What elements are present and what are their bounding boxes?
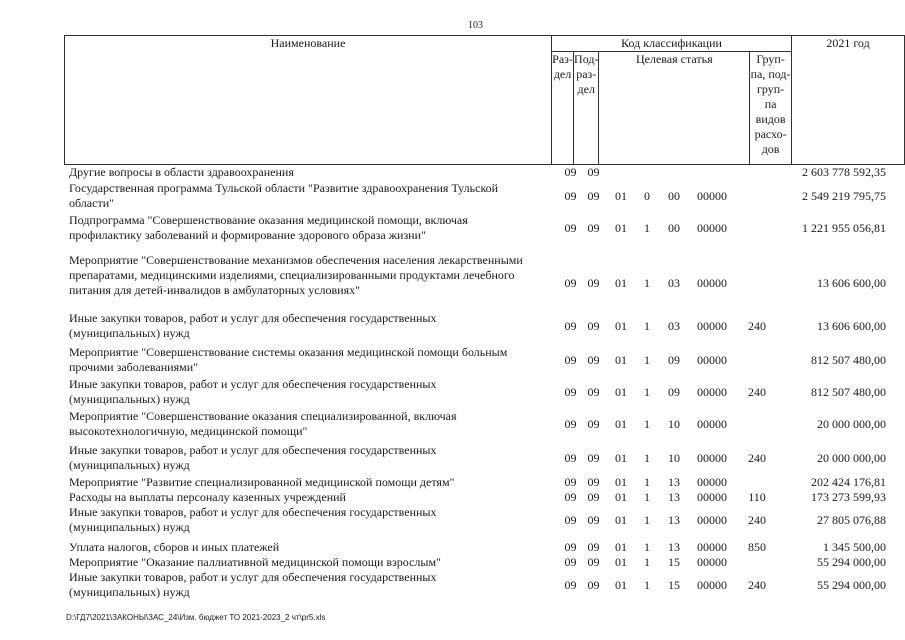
row-razdel: 09	[564, 353, 577, 367]
row-subprogram-code: 1	[644, 276, 650, 290]
row-amount: 20 000 000,00	[817, 417, 886, 431]
header-tselevaya-statya: Целевая статья	[599, 52, 750, 165]
row-event-code: 09	[668, 385, 680, 399]
row-podrazdel: 09	[587, 578, 600, 592]
row-subprogram-code: 1	[644, 555, 650, 569]
row-event-code: 09	[668, 353, 680, 367]
row-name: Мероприятие "Оказание паллиативной медицинской помощи взрослым"	[69, 555, 441, 569]
row-direction-code: 00000	[697, 385, 727, 399]
row-amount: 13 606 600,00	[817, 276, 886, 290]
row-direction-code: 00000	[697, 490, 727, 504]
row-program-code: 01	[615, 513, 627, 527]
row-name: Расходы на выплаты персоналу казенных учреждений	[69, 490, 346, 504]
row-amount: 20 000 000,00	[817, 451, 886, 465]
row-razdel: 09	[564, 165, 577, 179]
row-program-code: 01	[615, 490, 627, 504]
row-subprogram-code: 1	[644, 319, 650, 333]
row-name: Подпрограмма "Совершенствование оказания медицинской помощи, включая профилактику заболеваний и формирование здорового образа жизни"	[69, 213, 468, 242]
page-number: 103	[468, 20, 483, 31]
row-program-code: 01	[615, 221, 627, 235]
row-direction-code: 00000	[697, 555, 727, 569]
row-direction-code: 00000	[697, 513, 727, 527]
header-code-classification: Код классификации	[552, 36, 792, 52]
row-direction-code: 00000	[697, 276, 727, 290]
file-path-footer: D:\ГД7\2021\ЗАКОНЫ\ЗАС_24\Изм. бюджет ТО 2021-2023_2 чт\pr5.xls	[66, 613, 326, 622]
row-program-code: 01	[615, 417, 627, 431]
row-name: Иные закупки товаров, работ и услуг для обеспечения государственных (муниципальных) нужд	[69, 311, 437, 340]
row-event-code: 15	[668, 555, 680, 569]
row-program-code: 01	[615, 475, 627, 489]
row-amount: 55 294 000,00	[817, 555, 886, 569]
header-year: 2021 год	[792, 36, 905, 165]
row-direction-code: 00000	[697, 451, 727, 465]
row-podrazdel: 09	[587, 221, 600, 235]
row-expense-type: 240	[748, 385, 766, 399]
row-program-code: 01	[615, 319, 627, 333]
row-podrazdel: 09	[587, 189, 600, 203]
row-expense-type: 240	[748, 451, 766, 465]
row-event-code: 00	[668, 221, 680, 235]
row-subprogram-code: 1	[644, 475, 650, 489]
row-program-code: 01	[615, 451, 627, 465]
row-program-code: 01	[615, 385, 627, 399]
row-podrazdel: 09	[587, 540, 600, 554]
row-subprogram-code: 1	[644, 353, 650, 367]
row-razdel: 09	[564, 417, 577, 431]
row-podrazdel: 09	[587, 165, 600, 179]
row-name: Уплата налогов, сборов и иных платежей	[69, 540, 280, 554]
row-podrazdel: 09	[587, 417, 600, 431]
row-direction-code: 00000	[697, 417, 727, 431]
row-amount: 55 294 000,00	[817, 578, 886, 592]
header-podrazdel: Под- раз- дел	[574, 52, 599, 165]
row-direction-code: 00000	[697, 578, 727, 592]
row-name: Государственная программа Тульской области "Развитие здравоохранения Тульской области"	[69, 181, 499, 210]
row-amount: 2 549 219 795,75	[802, 189, 886, 203]
row-event-code: 10	[668, 417, 680, 431]
row-subprogram-code: 1	[644, 513, 650, 527]
row-event-code: 03	[668, 319, 680, 333]
row-amount: 812 507 480,00	[811, 385, 886, 399]
row-name: Иные закупки товаров, работ и услуг для обеспечения государственных (муниципальных) нужд	[69, 377, 437, 406]
row-expense-type: 240	[748, 578, 766, 592]
row-podrazdel: 09	[587, 385, 600, 399]
row-subprogram-code: 1	[644, 221, 650, 235]
row-razdel: 09	[564, 490, 577, 504]
row-expense-type: 110	[748, 490, 766, 504]
row-event-code: 00	[668, 189, 680, 203]
row-program-code: 01	[615, 540, 627, 554]
row-podrazdel: 09	[587, 475, 600, 489]
row-direction-code: 00000	[697, 475, 727, 489]
row-podrazdel: 09	[587, 451, 600, 465]
row-razdel: 09	[564, 475, 577, 489]
row-podrazdel: 09	[587, 490, 600, 504]
row-razdel: 09	[564, 276, 577, 290]
row-event-code: 13	[668, 513, 680, 527]
row-program-code: 01	[615, 189, 627, 203]
row-amount: 202 424 176,81	[811, 475, 886, 489]
row-podrazdel: 09	[587, 319, 600, 333]
row-subprogram-code: 1	[644, 540, 650, 554]
row-subprogram-code: 1	[644, 451, 650, 465]
row-name: Мероприятие "Совершенствование системы оказания медицинской помощи больным прочими заболеваниями"	[69, 345, 508, 374]
row-razdel: 09	[564, 221, 577, 235]
row-event-code: 13	[668, 490, 680, 504]
row-amount: 1 345 500,00	[823, 540, 886, 554]
row-name: Мероприятие "Развитие специализированной медицинской помощи детям"	[69, 475, 455, 489]
row-event-code: 10	[668, 451, 680, 465]
row-podrazdel: 09	[587, 353, 600, 367]
row-amount: 2 603 778 592,35	[802, 165, 886, 179]
row-razdel: 09	[564, 578, 577, 592]
row-razdel: 09	[564, 513, 577, 527]
row-direction-code: 00000	[697, 189, 727, 203]
row-direction-code: 00000	[697, 353, 727, 367]
row-podrazdel: 09	[587, 513, 600, 527]
row-direction-code: 00000	[697, 540, 727, 554]
row-name: Мероприятие "Совершенствование оказания специализированной, включая высокотехнологичную, медицинской помощи"	[69, 409, 457, 438]
row-razdel: 09	[564, 540, 577, 554]
header-razdel: Раз- дел	[552, 52, 574, 165]
row-razdel: 09	[564, 555, 577, 569]
row-amount: 812 507 480,00	[811, 353, 886, 367]
row-program-code: 01	[615, 578, 627, 592]
row-name: Иные закупки товаров, работ и услуг для обеспечения государственных (муниципальных) нужд	[69, 570, 437, 599]
row-event-code: 13	[668, 475, 680, 489]
row-amount: 27 805 076,88	[817, 513, 886, 527]
header-name: Наименование	[65, 36, 552, 165]
row-event-code: 15	[668, 578, 680, 592]
row-podrazdel: 09	[587, 555, 600, 569]
row-direction-code: 00000	[697, 221, 727, 235]
row-razdel: 09	[564, 189, 577, 203]
row-direction-code: 00000	[697, 319, 727, 333]
row-name: Иные закупки товаров, работ и услуг для обеспечения государственных (муниципальных) нужд	[69, 443, 437, 472]
row-name: Мероприятие "Совершенствование механизмов обеспечения населения лекарственными препаратами, медицинскими изделиями, специализированными продуктами лечебного питания для детей-инвалидов в амбулаторных условиях"	[69, 253, 523, 297]
row-event-code: 13	[668, 540, 680, 554]
row-razdel: 09	[564, 319, 577, 333]
row-amount: 13 606 600,00	[817, 319, 886, 333]
row-expense-type: 240	[748, 319, 766, 333]
row-program-code: 01	[615, 353, 627, 367]
row-program-code: 01	[615, 555, 627, 569]
row-subprogram-code: 1	[644, 417, 650, 431]
row-razdel: 09	[564, 385, 577, 399]
row-program-code: 01	[615, 276, 627, 290]
row-razdel: 09	[564, 451, 577, 465]
row-subprogram-code: 1	[644, 490, 650, 504]
row-subprogram-code: 1	[644, 578, 650, 592]
row-name: Другие вопросы в области здравоохранения	[69, 165, 294, 179]
row-amount: 173 273 599,93	[811, 490, 886, 504]
header-vid-rashodov: Груп- па, под- груп- па видов расхо- дов	[750, 52, 792, 165]
row-expense-type: 850	[748, 540, 766, 554]
row-event-code: 03	[668, 276, 680, 290]
row-subprogram-code: 0	[644, 189, 650, 203]
row-expense-type: 240	[748, 513, 766, 527]
row-subprogram-code: 1	[644, 385, 650, 399]
row-name: Иные закупки товаров, работ и услуг для обеспечения государственных (муниципальных) нужд	[69, 505, 437, 534]
row-podrazdel: 09	[587, 276, 600, 290]
row-amount: 1 221 955 056,81	[802, 221, 886, 235]
